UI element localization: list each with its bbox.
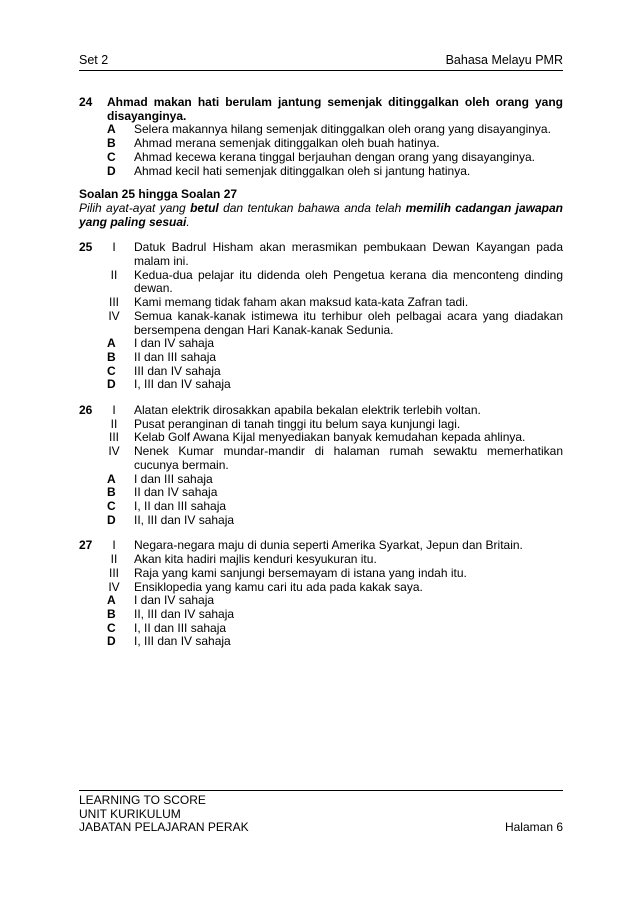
question-stem: Ahmad makan hati berulam jantung semenjak ditinggalkan oleh orang yang disayanginya.	[107, 95, 563, 123]
section-instruction: Pilih ayat-ayat yang betul dan tentukan bahawa anda telah memilih cadangan jawapan yang paling sesuai.	[79, 200, 563, 229]
footer-line-1: LEARNING TO SCORE	[79, 793, 206, 807]
question-number: 26	[79, 403, 93, 418]
page-header	[79, 52, 563, 71]
option-d: D II, III dan IV sahaja	[107, 512, 235, 527]
option-a: A I dan III sahaja	[107, 471, 213, 486]
statement-ii: II Pusat peranginan di tanah tinggi itu belum saya kunjungi lagi.	[110, 416, 461, 431]
statement-iv: IV Nenek Kumar mundar-mandir di halaman rumah sewaktu memerhatikan cucunya bermain.	[108, 444, 563, 472]
question-25	[79, 241, 563, 392]
option-b: B II dan III sahaja	[107, 349, 217, 364]
option-b: B II, III dan IV sahaja	[107, 606, 235, 621]
option-a: A I dan IV sahaja	[107, 336, 215, 351]
page-number: Halaman 6	[504, 820, 563, 835]
option-c: C I, II dan III sahaja	[107, 620, 227, 635]
option-d: D I, III dan IV sahaja	[107, 377, 231, 392]
option-b: B II dan IV sahaja	[107, 485, 218, 500]
option-c: C III dan IV sahaja	[107, 363, 221, 378]
statement-i: I Alatan elektrik dirosakkan apabila bekalan elektrik terlebih voltan.	[112, 403, 481, 418]
page-footer	[79, 790, 563, 835]
statement-ii: II Kedua-dua pelajar itu didenda oleh Pengetua kerana dia menconteng dinding dewan.	[110, 267, 563, 296]
footer-line-3: JABATAN PELAJARAN PERAK	[79, 820, 249, 835]
option-d: D I, III dan IV sahaja	[107, 634, 231, 649]
statement-iii: III Kami memang tidak faham akan maksud kata-kata Zafran tadi.	[108, 295, 469, 310]
question-number: 24	[79, 95, 93, 109]
statement-ii: II Akan kita hadiri majlis kenduri kesyukuran itu.	[110, 552, 377, 567]
statement-i: I Datuk Badrul Hisham akan merasmikan pembukaan Dewan Kayangan pada malam ini.	[112, 240, 563, 269]
option-c: C Ahmad kecewa kerana tinggal berjauhan dengan orang yang disayanginya.	[107, 149, 535, 164]
option-b: B Ahmad merana semenjak ditinggalkan oleh buah hatinya.	[107, 136, 440, 151]
statement-iv: IV Semua kanak-kanak istimewa itu terhibur oleh pelbagai acara yang diadakan bersempena dengan Hari Kanak-kanak Sedunia.	[108, 308, 563, 337]
option-a: A I dan IV sahaja	[107, 593, 215, 608]
statement-iv: IV Ensiklopedia yang kamu cari itu ada pada kakak saya.	[108, 579, 423, 594]
question-27	[79, 539, 563, 649]
statement-iii: III Kelab Golf Awana Kijal menyediakan banyak kemudahan kepada ahlinya.	[108, 430, 526, 445]
section-title: Soalan 25 hingga Soalan 27	[79, 187, 238, 202]
header-subject: Bahasa Melayu PMR	[445, 53, 563, 67]
content	[79, 96, 563, 649]
question-number: 27	[79, 538, 93, 553]
section-instructions	[79, 188, 563, 229]
question-number: 25	[79, 240, 93, 255]
option-d: D Ahmad kecil hati semenjak ditinggalkan oleh si jantung hatinya.	[107, 163, 471, 178]
option-c: C I, II dan III sahaja	[107, 498, 227, 513]
header-set: Set 2	[79, 53, 109, 67]
footer-line-2: UNIT KURIKULUM	[79, 806, 181, 821]
statement-iii: III Raja yang kami sanjungi bersemayam di istana yang indah itu.	[108, 565, 467, 580]
statement-i: I Negara-negara maju di dunia seperti Amerika Syarkat, Jepun dan Britain.	[112, 538, 523, 553]
question-26	[79, 404, 563, 527]
option-a: A Selera makannya hilang semenjak ditinggalkan oleh orang yang disayanginya.	[107, 122, 551, 137]
question-24	[79, 96, 563, 178]
document-page	[79, 0, 563, 903]
